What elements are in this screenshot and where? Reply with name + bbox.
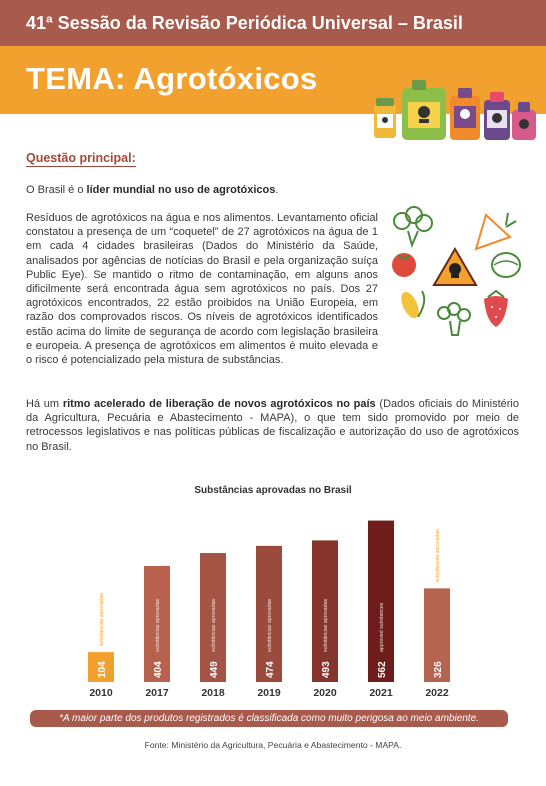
bar-value-2021: 562	[377, 661, 388, 678]
session-title: 41ª Sessão da Revisão Periódica Universal – Brasil	[26, 13, 463, 33]
bar-caption-2017: substâncias aprovadas	[155, 598, 161, 652]
bar-caption-2022: substâncias aprovadas	[435, 529, 441, 583]
x-tick-2021: 2021	[369, 687, 393, 699]
bar-caption-2020: substâncias aprovadas	[323, 598, 329, 652]
theme-title: TEMA: Agrotóxicos	[26, 61, 318, 96]
chart-title: Substâncias aprovadas no Brasil	[194, 485, 352, 496]
x-tick-2018: 2018	[201, 687, 225, 699]
bar-value-2017: 404	[153, 661, 164, 678]
source-note: Fonte: Ministério da Agricultura, Pecuária e Abastecimento - MAPA.	[144, 740, 402, 750]
contaminated-food-icon	[388, 205, 522, 341]
lead-suffix: .	[275, 184, 279, 196]
approved-substances-chart	[0, 500, 546, 705]
para2-suffix: (Dados oficiais do Ministério da Agricultura, Pecuária e Abastecimento - MAPA), o que tem sido promovido por meio de retrocessos legislativos e nas políticas públicas de fiscalização e autorização do uso de agrotóxicos no Brasil.	[26, 398, 519, 453]
hazard-note-banner	[30, 710, 508, 727]
bar-value-2018: 449	[209, 661, 220, 678]
water-contamination-paragraph: Resíduos de agrotóxicos na água e nos alimentos. Levantamento oficial constatou a presença de um “coquetel” de 27 agrotóxicos na água de 1 em cada 4 cidades brasileiras (Dados do Ministério da Saúde, analisados por agências de notícias do Brasil e pela organização suíça Public Eye). Se mantido o ritmo de contaminação, em alguns anos dificilmente será encontrada água sem agrotóxicos no país. Dos 27 agrotóxicos encontrados, 22 estão proibidos na União Europeia, em razão dos comprovados riscos. Os níveis de agrotóxicos identificados estão acima do limite de segurança de acordo com legislação brasileira e europeia. A presença de agrotóxicos em alimentos é muito elevada e o risco é potencializado pela mistura de substâncias.	[26, 212, 378, 367]
lead-prefix: O Brasil é o	[26, 184, 87, 196]
lead-bold: líder mundial no uso de agrotóxicos	[86, 184, 276, 196]
lead-sentence	[26, 183, 346, 197]
session-banner	[0, 0, 546, 46]
bar-value-2020: 493	[321, 661, 332, 678]
heading-underline	[26, 166, 136, 167]
bar-caption-2021: approved substances	[379, 602, 385, 652]
x-tick-2022: 2022	[425, 687, 449, 699]
x-tick-2017: 2017	[145, 687, 169, 699]
bar-value-2019: 474	[265, 661, 276, 678]
bar-2021	[368, 521, 394, 682]
bar-caption-2010: substâncias aprovadas	[99, 593, 105, 647]
bar-caption-2019: substâncias aprovadas	[267, 598, 273, 652]
x-tick-2019: 2019	[257, 687, 281, 699]
bar-value-2010: 104	[97, 661, 108, 678]
main-question-heading	[26, 151, 136, 165]
hazard-note: *A maior parte dos produtos registrados é classificada como muito perigosa ao meio ambiente.	[59, 713, 479, 724]
bar-value-2022: 326	[433, 661, 444, 678]
pesticide-bottles-icon	[372, 74, 538, 144]
x-tick-2010: 2010	[89, 687, 113, 699]
pesticide-approval-paragraph	[26, 397, 519, 454]
bar-caption-2018: substâncias aprovadas	[211, 598, 217, 652]
main-question-label: Questão principal:	[26, 151, 136, 165]
para2-prefix: Há um	[26, 398, 63, 410]
x-tick-2020: 2020	[313, 687, 337, 699]
para2-bold: ritmo acelerado de liberação de novos agrotóxicos no país	[62, 398, 376, 410]
